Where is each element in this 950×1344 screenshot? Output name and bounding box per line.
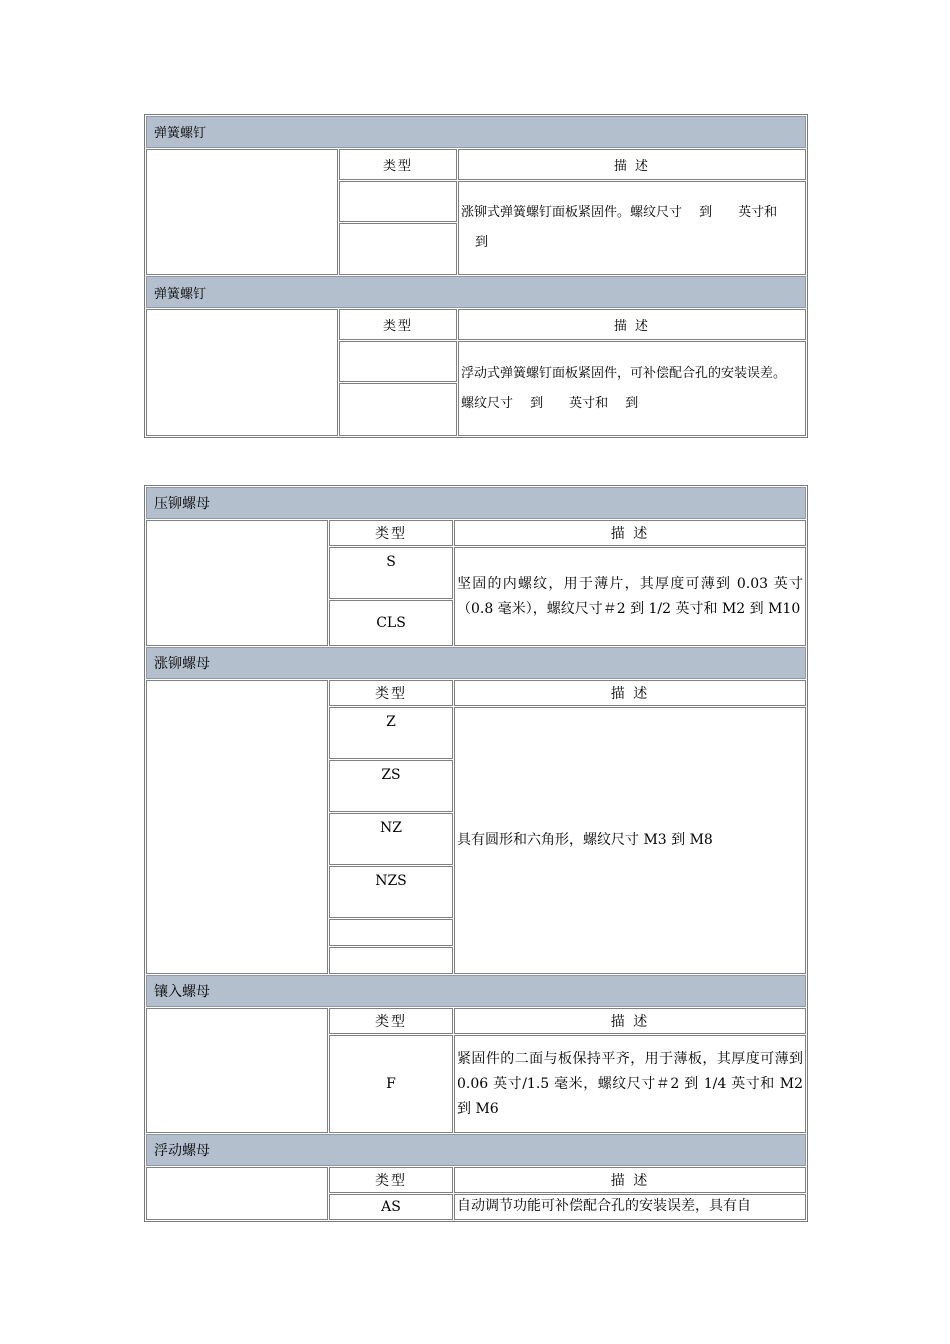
column-header-type: 类型 <box>329 680 453 706</box>
type-cell: Z <box>329 707 453 759</box>
type-cell: ZS <box>329 760 453 812</box>
section-header: 弹簧螺钉 <box>146 116 806 148</box>
column-header-type: 类型 <box>329 520 453 546</box>
section-header: 涨铆螺母 <box>146 647 806 679</box>
description-cell: 紧固件的二面与板保持平齐，用于薄板，其厚度可薄到 0.06 英寸/1.5 毫米，螺纹尺寸＃2 到 1/4 英寸和 M2 到 M6 <box>454 1035 806 1133</box>
description-line: 到 <box>475 235 489 251</box>
column-header-description: 描 述 <box>454 1008 806 1034</box>
spring-screw-table <box>144 114 808 438</box>
description-cell: 具有圆形和六角形，螺纹尺寸 M3 到 M8 <box>454 707 806 974</box>
image-cell <box>146 680 328 974</box>
column-header-type: 类型 <box>329 1167 453 1193</box>
section-header: 浮动螺母 <box>146 1134 806 1166</box>
description-cell <box>458 181 806 275</box>
type-cell <box>329 919 453 946</box>
type-cell: S <box>329 547 453 599</box>
type-cell <box>339 341 457 382</box>
type-cell: AS <box>329 1194 453 1220</box>
nut-table <box>144 485 808 1222</box>
column-header-description: 描 述 <box>458 309 806 341</box>
section-header: 压铆螺母 <box>146 487 806 519</box>
column-header-description: 描 述 <box>458 149 806 181</box>
type-cell: NZS <box>329 866 453 918</box>
section-header: 镶入螺母 <box>146 975 806 1007</box>
image-cell <box>146 309 338 436</box>
column-header-type: 类型 <box>339 149 457 181</box>
image-cell <box>146 149 338 276</box>
description-cell <box>458 341 806 436</box>
image-cell <box>146 520 328 646</box>
type-cell <box>339 223 457 276</box>
description-line: 浮动式弹簧螺钉面板紧固件，可补偿配合孔的安装误差。 <box>461 365 787 381</box>
column-header-type: 类型 <box>329 1008 453 1034</box>
description-line: 螺纹尺寸 到 英寸和 到 <box>461 395 639 411</box>
image-cell <box>146 1167 328 1220</box>
description-cell: 坚固的内螺纹，用于薄片，其厚度可薄到 0.03 英寸（0.8 毫米），螺纹尺寸＃2 到 1/2 英寸和 M2 到 M10 <box>454 547 806 646</box>
description-line: 涨铆式弹簧螺钉面板紧固件。螺纹尺寸 到 英寸和 <box>461 205 778 221</box>
column-header-description: 描 述 <box>454 1167 806 1193</box>
type-cell: NZ <box>329 813 453 865</box>
description-cell: 自动调节功能可补偿配合孔的安装误差，具有自 <box>454 1194 806 1220</box>
column-header-description: 描 述 <box>454 520 806 546</box>
type-cell <box>339 181 457 222</box>
type-cell <box>329 947 453 974</box>
column-header-description: 描 述 <box>454 680 806 706</box>
type-cell: CLS <box>329 600 453 646</box>
column-header-type: 类型 <box>339 309 457 341</box>
type-cell <box>339 383 457 436</box>
section-header: 弹簧螺钉 <box>146 276 806 308</box>
image-cell <box>146 1008 328 1133</box>
type-cell: F <box>329 1035 453 1133</box>
